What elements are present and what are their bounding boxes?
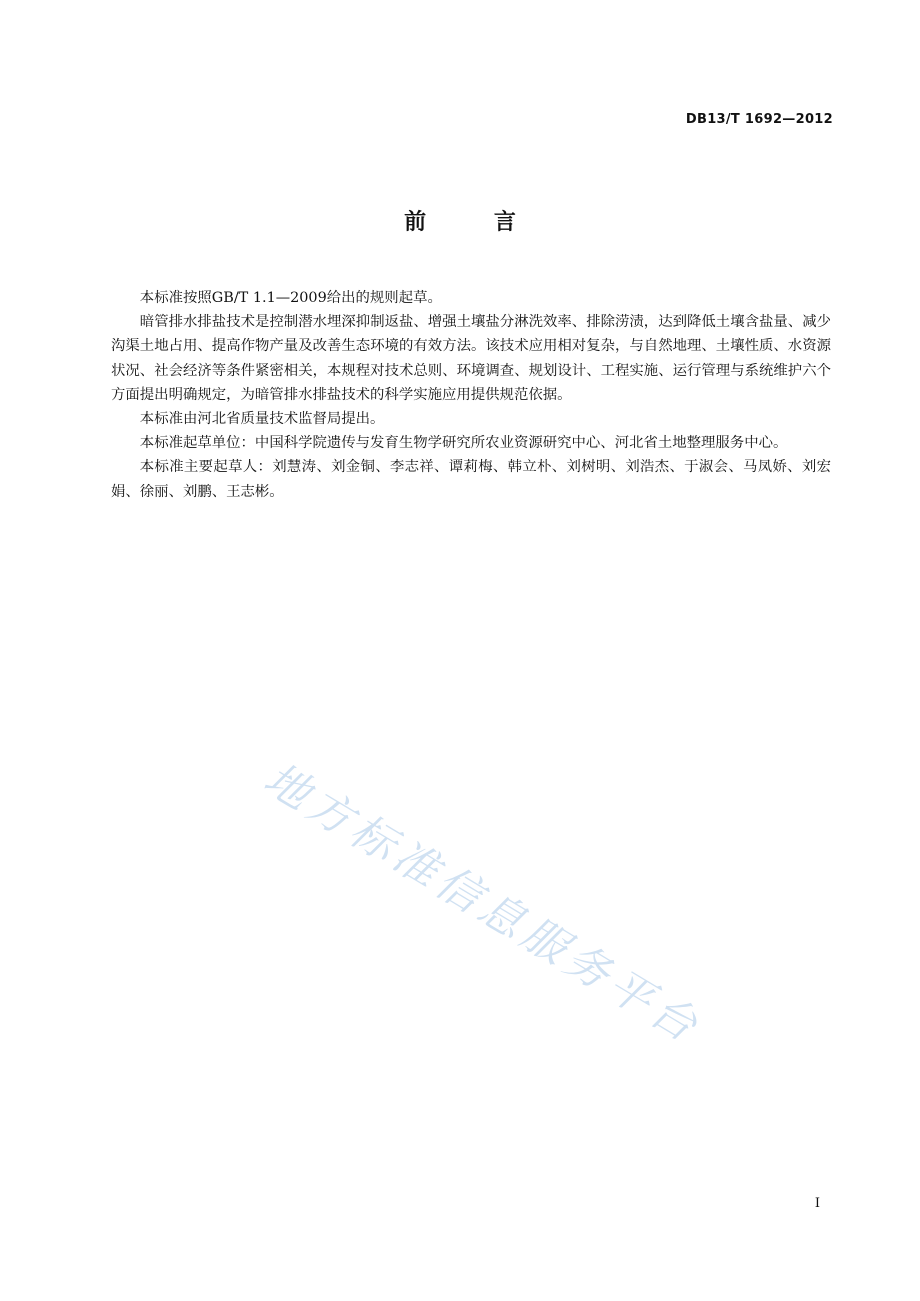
paragraph-technology-description: 暗管排水排盐技术是控制潜水埋深抑制返盐、增强土壤盐分淋洗效率、排除涝渍，达到降低土壤含盐量、减少沟渠土地占用、提高作物产量及改善生态环境的有效方法。该技术应用相对复杂，与自然地理、土壤性质、水资源状况、社会经济等条件紧密相关，本规程对技术总则、环境调查、规划设计、工程实施、运行管理与系统维护六个方面提出明确规定，为暗管排水排盐技术的科学实施应用提供规范依据。	[111, 314, 831, 403]
paragraph-proposer: 本标准由河北省质量技术监督局提出。	[139, 411, 385, 428]
paragraph-drafters: 本标准主要起草人：刘慧涛、刘金铜、李志祥、谭莉梅、韩立朴、刘树明、刘浩杰、于淑会、马凤娇、刘宏娟、徐丽、刘鹏、王志彬。	[111, 459, 831, 500]
page-number: I	[814, 1196, 820, 1211]
standard-code: DB13/T 1692—2012	[685, 112, 833, 127]
watermark: 地方标准信息服务平台	[255, 753, 711, 1055]
paragraph-drafting-rules: 本标准按照GB/T 1.1—2009给出的规则起草。	[139, 290, 442, 306]
page-title: 前 言	[404, 210, 546, 235]
paragraph-drafting-units: 本标准起草单位：中国科学院遗传与发育生物学研究所农业资源研究中心、河北省土地整理服务中心。	[139, 435, 788, 452]
foreword-body	[111, 286, 831, 504]
